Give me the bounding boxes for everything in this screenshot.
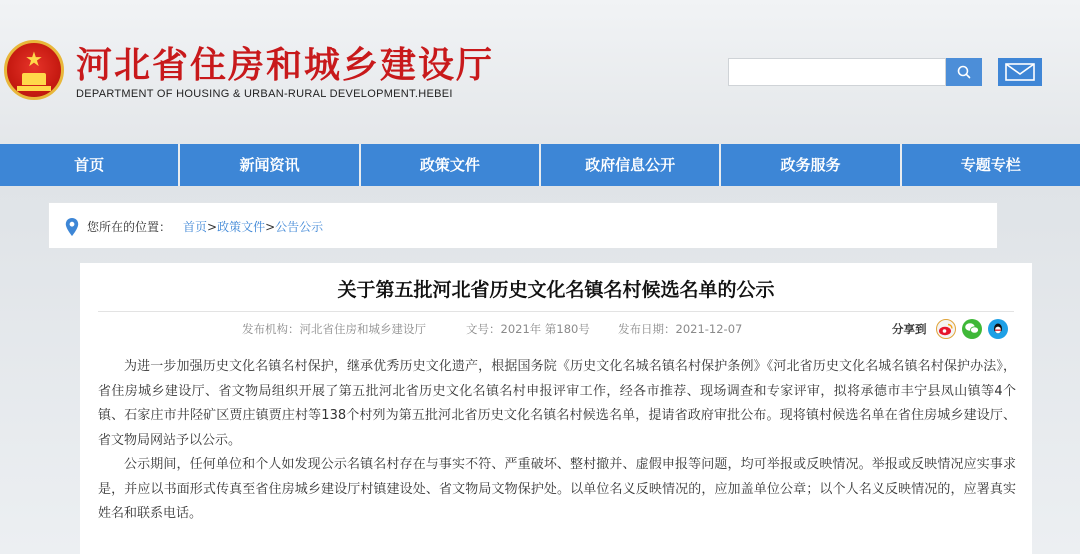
breadcrumb-label: 您所在的位置： <box>87 220 172 234</box>
breadcrumb-home-link[interactable]: 首页 <box>183 220 208 234</box>
article-divider <box>98 311 1014 312</box>
breadcrumb-separator: > <box>207 220 218 234</box>
article-paragraph: 为进一步加强历史文化名镇名村保护，继承优秀历史文化遗产，根据国务院《历史文化名城名镇名村保护条例》《河北省历史文化名城名镇名村保护办法》，省住房城乡建设厅、省文物局组织开展了第五批河北省历史文化名镇名村申报评审工作，经各市推荐、现场调查和专家评审，拟将承德市丰宁县凤山镇等4个镇、石家庄市井陉矿区贾庄镇贾庄村等138个村列为第五批河北省历史文化名镇名村候选名单，提请省政府审批公布。现将镇村候选名单在省住房城乡建设厅、省文物局网站予以公示。 <box>98 359 1016 448</box>
weibo-icon[interactable] <box>936 319 956 339</box>
mail-button[interactable] <box>998 58 1042 86</box>
nav-item-gov-info[interactable]: 政府信息公开 <box>541 144 721 186</box>
article-publisher: 发布机构：河北省住房和城乡建设厅 <box>242 322 426 336</box>
article <box>80 263 1032 554</box>
nav-item-services[interactable]: 政务服务 <box>721 144 901 186</box>
national-emblem-icon: ★ <box>4 40 64 100</box>
site-title[interactable]: 河北省住房和城乡建设厅 <box>76 44 495 86</box>
search-input[interactable] <box>728 58 946 86</box>
nav-item-news[interactable]: 新闻资讯 <box>180 144 360 186</box>
share-label: 分享到 <box>892 322 927 336</box>
search-icon <box>956 64 972 80</box>
nav-item-home[interactable]: 首页 <box>0 144 180 186</box>
mail-icon <box>1005 63 1035 81</box>
main-nav <box>0 144 1080 186</box>
qq-icon[interactable] <box>988 319 1008 339</box>
article-date: 发布日期：2021-12-07 <box>618 322 743 336</box>
article-doc-number: 文号：2021年 第180号 <box>466 322 590 336</box>
article-title: 关于第五批河北省历史文化名镇名村候选名单的公示 <box>337 279 775 301</box>
nav-item-topics[interactable]: 专题专栏 <box>960 156 1021 174</box>
nav-item-policy[interactable]: 政策文件 <box>361 144 541 186</box>
article-body <box>98 355 1016 527</box>
breadcrumb-notice-link[interactable]: 公告公示 <box>275 220 324 234</box>
wechat-icon[interactable] <box>962 319 982 339</box>
site-subtitle: DEPARTMENT OF HOUSING & URBAN-RURAL DEVELOPMENT.HEBEI <box>76 88 453 100</box>
breadcrumb <box>48 202 998 249</box>
breadcrumb-policy-link[interactable]: 政策文件 <box>217 220 266 234</box>
location-pin-icon <box>65 218 79 236</box>
breadcrumb-separator: > <box>265 220 276 234</box>
site-header <box>0 0 1080 144</box>
article-paragraph: 公示期间，任何单位和个人如发现公示名镇名村存在与事实不符、严重破坏、整村撤并、虚假申报等问题，均可举报或反映情况。举报或反映情况应实事求是，并应以书面形式传真至省住房城乡建设厅村镇建设处、省文物局文物保护处。以单位名义反映情况的，应加盖单位公章；以个人名义反映情况的，应署真实姓名和联系电话。 <box>98 457 1016 521</box>
search-button[interactable] <box>946 58 982 86</box>
